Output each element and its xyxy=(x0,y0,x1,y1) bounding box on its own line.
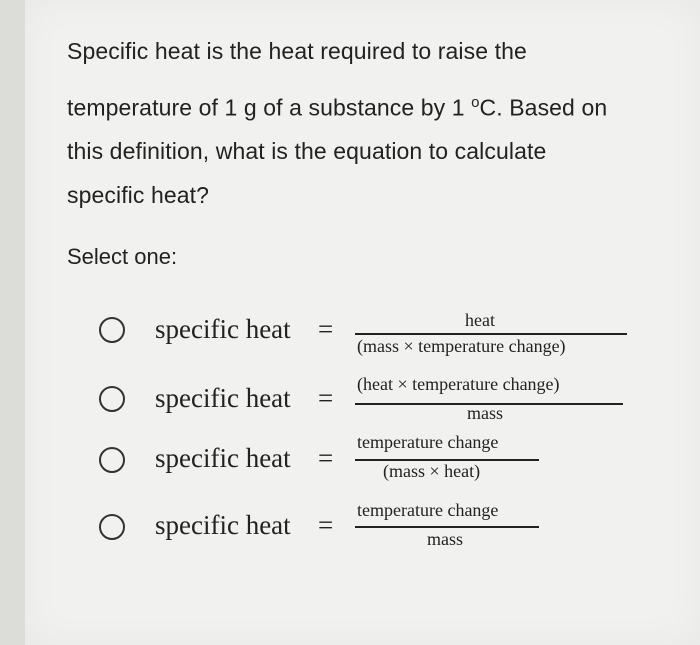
degree-sign: o xyxy=(471,94,480,111)
question-line-2 xyxy=(67,94,607,122)
option-2-denominator: mass xyxy=(467,403,503,423)
question-line-1: Specific heat is the heat required to raise the xyxy=(67,38,527,64)
option-4-denominator: mass xyxy=(427,529,463,549)
option-4-equals: = xyxy=(318,510,334,540)
question-line-2-tail: C. Based on xyxy=(479,94,608,121)
radio-button-1[interactable] xyxy=(99,317,125,343)
option-1-denominator: (mass × temperature change) xyxy=(357,336,566,356)
answer-option-4[interactable] xyxy=(0,496,700,556)
answer-option-3[interactable] xyxy=(0,426,700,486)
question-line-4: specific heat? xyxy=(67,182,210,208)
radio-button-2[interactable] xyxy=(99,386,125,412)
option-2-numerator: (heat × temperature change) xyxy=(357,374,560,394)
option-3-lhs: specific heat xyxy=(155,443,291,473)
option-3-equals: = xyxy=(318,443,334,473)
option-4-numerator: temperature change xyxy=(357,500,499,520)
question-line-2-head: temperature of 1 g of a substance by 1 xyxy=(67,94,472,121)
radio-button-3[interactable] xyxy=(99,447,125,473)
select-one-label: Select one: xyxy=(67,244,178,269)
option-3-denominator: (mass × heat) xyxy=(383,461,481,481)
option-4-lhs: specific heat xyxy=(155,510,291,540)
question-line-3: this definition, what is the equation to calculate xyxy=(67,138,547,164)
radio-button-4[interactable] xyxy=(99,514,125,540)
option-1-numerator: heat xyxy=(465,310,495,330)
option-3-numerator: temperature change xyxy=(357,432,499,452)
option-1-fraction-bar xyxy=(355,333,627,335)
option-2-lhs: specific heat xyxy=(155,383,291,413)
option-1-lhs: specific heat xyxy=(155,314,291,344)
answer-option-1[interactable] xyxy=(0,300,700,360)
option-2-equals: = xyxy=(318,383,334,413)
option-4-fraction-bar xyxy=(355,526,539,528)
option-1-equals: = xyxy=(318,314,334,344)
answer-option-2[interactable] xyxy=(0,368,700,428)
